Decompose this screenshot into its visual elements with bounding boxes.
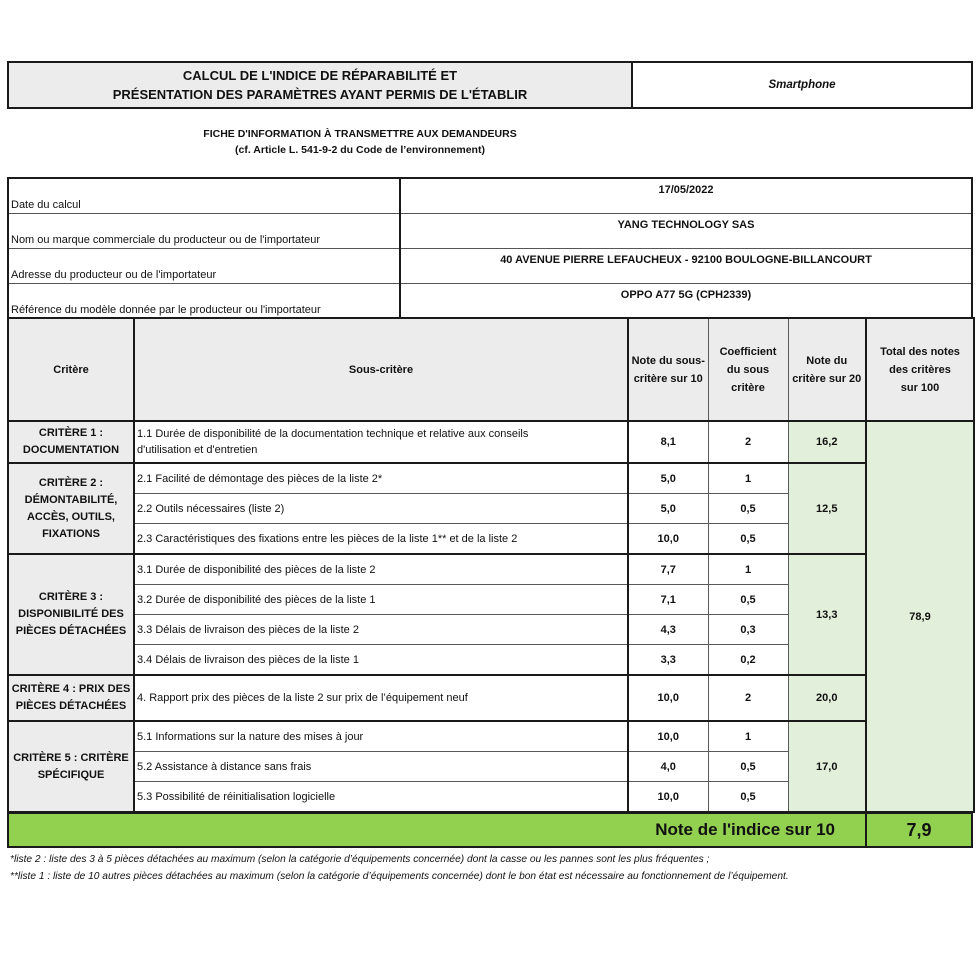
criterion-1 [8,421,134,463]
criterion-line: CRITÈRE 4 : PRIX DES [11,683,131,695]
info-row [8,178,972,214]
col-note10-line: critère sur 10 [633,372,703,385]
info-row [8,284,972,320]
sub-criterion-label: 3.3 Délais de livraison des pièces de la liste 2 [134,615,628,645]
coefficient: 0,5 [708,782,788,813]
col-coef-line: critère [731,381,765,394]
col-note20-line: critère sur 20 [792,372,862,385]
info-value: 40 AVENUE PIERRE LEFAUCHEUX - 92100 BOULOGNE-BILLANCOURT [400,249,972,284]
info-label: Date du calcul [8,178,400,214]
note-sur-10: 10,0 [628,721,708,752]
criterion-4 [8,675,134,721]
criterion-line: DOCUMENTATION [22,444,120,456]
note-sur-20: 16,2 [788,421,866,463]
col-note10 [628,318,708,421]
info-value: YANG TECHNOLOGY SAS [400,214,972,249]
document-header [7,61,973,109]
col-note10-line: Note du sous- [631,354,705,367]
fiche-line-2: (cf. Article L. 541-9-2 du Code de l’environnement) [235,144,485,156]
criterion-line: CRITÈRE 2 : [38,476,104,489]
col-coef [708,318,788,421]
col-coef-line: Coefficient [719,345,777,358]
footnote-liste-2: *liste 2 : liste des 3 à 5 pièces détachées au maximum (selon la catégorie d’équipements concernée) dont la casse ou les pannes sont les plus fréquentes ; [10,854,710,865]
criterion-line: PIÈCES DÉTACHÉES [15,625,127,637]
criterion-line: DÉMONTABILITÉ, [24,493,118,506]
note-sur-10: 7,7 [628,554,708,585]
info-label: Nom ou marque commerciale du producteur ou de l'importateur [8,214,400,249]
info-value: OPPO A77 5G (CPH2339) [400,284,972,320]
note-sur-10: 7,1 [628,585,708,615]
title-line-2: PRÉSENTATION DES PARAMÈTRES AYANT PERMIS DE L'ÉTABLIR [112,87,528,102]
note-sur-10: 10,0 [628,782,708,813]
criterion-line: CRITÈRE 3 : [38,591,104,603]
note-sur-10: 4,3 [628,615,708,645]
note-sur-10: 3,3 [628,645,708,676]
final-score-bar [7,812,973,848]
info-row [8,214,972,249]
col-total-line: Total des notes [880,345,960,358]
note-sur-10: 10,0 [628,675,708,721]
coefficient: 0,5 [708,585,788,615]
sub-criterion-label: 2.3 Caractéristiques des fixations entre les pièces de la liste 1** et de la liste 2 [134,524,628,555]
table-row [8,721,974,752]
info-label: Référence du modèle donnée par le producteur ou l'importateur [8,284,400,320]
criterion-line: CRITÈRE 5 : CRITÈRE [13,751,129,764]
criterion-line: DISPONIBILITÉ DES [18,608,124,620]
sub-criterion-label: 5.1 Informations sur la nature des mises à jour [134,721,628,752]
criterion-line: ACCÈS, OUTILS, [26,510,115,523]
info-table [7,177,973,320]
coefficient: 2 [708,675,788,721]
criterion-5 [8,721,134,812]
info-row [8,249,972,284]
sub-criterion-label: 5.3 Possibilité de réinitialisation logicielle [134,782,628,813]
coefficient: 0,5 [708,494,788,524]
sub-criterion-label: 2.2 Outils nécessaires (liste 2) [134,494,628,524]
title-line-1: CALCUL DE L'INDICE DE RÉPARABILITÉ ET [182,68,458,83]
note-sur-10: 4,0 [628,752,708,782]
note-sur-10: 5,0 [628,494,708,524]
note-sur-10: 5,0 [628,463,708,494]
note-sur-20: 20,0 [788,675,866,721]
col-total-line: des critères [889,363,951,376]
coefficient: 1 [708,721,788,752]
note-sur-10: 10,0 [628,524,708,555]
col-total [866,318,974,421]
coefficient: 0,5 [708,524,788,555]
info-value: 17/05/2022 [658,184,714,196]
coefficient: 1 [708,463,788,494]
coefficient: 2 [708,421,788,463]
footnotes [10,851,789,885]
sub-criterion-label [134,421,628,463]
total-sur-100: 78,9 [866,421,974,812]
note-sur-20: 17,0 [788,721,866,812]
col-coef-line: du sous [726,363,770,376]
coefficient: 0,2 [708,645,788,676]
criterion-2 [8,463,134,554]
note-sur-20: 12,5 [788,463,866,554]
col-note20 [788,318,866,421]
sub-criterion-label: 4. Rapport prix des pièces de la liste 2 sur prix de l’équipement neuf [134,675,628,721]
table-row [8,421,974,463]
criterion-line: FIXATIONS [42,527,100,540]
fiche-line-1: FICHE D'INFORMATION À TRANSMETTRE AUX DEMANDEURS [203,128,517,140]
coefficient: 0,5 [708,752,788,782]
sub-criterion-label: 2.1 Facilité de démontage des pièces de la liste 2* [134,463,628,494]
criterion-line: CRITÈRE 1 : [38,427,104,439]
document-title [9,63,633,107]
table-row [8,675,974,721]
sub-criterion-label: 3.4 Délais de livraison des pièces de la liste 1 [134,645,628,676]
col-critere: Critère [8,318,134,421]
coefficient: 1 [708,554,788,585]
col-sous-critere: Sous-critère [134,318,628,421]
note-sur-20: 13,3 [788,554,866,675]
final-score-label: Note de l'indice sur 10 [9,814,867,846]
fiche-subtitle [0,126,720,158]
table-row [8,463,974,494]
criterion-line: SPÉCIFIQUE [37,768,105,781]
score-table [7,317,975,813]
sub-criterion-line: d'utilisation et d'entretien [137,444,258,456]
sub-criterion-label: 3.2 Durée de disponibilité des pièces de la liste 1 [134,585,628,615]
final-score-value: 7,9 [906,820,932,840]
coefficient: 0,3 [708,615,788,645]
footnote-liste-1: **liste 1 : liste de 10 autres pièces détachées au maximum (selon la catégorie d’équipements concernée) dont le bon état est nécessaire au fonctionnement de l’équipement. [10,871,789,882]
info-label: Adresse du producteur ou de l'importateur [8,249,400,284]
col-note20-line: Note du [806,354,848,367]
col-total-line: sur 100 [900,381,940,394]
sub-criterion-line: 1.1 Durée de disponibilité de la documentation technique et relative aux conseils [137,428,529,440]
product-category: Smartphone [768,79,836,91]
sub-criterion-label: 5.2 Assistance à distance sans frais [134,752,628,782]
table-header-row [8,318,974,421]
table-row [8,554,974,585]
sub-criterion-label: 3.1 Durée de disponibilité des pièces de la liste 2 [134,554,628,585]
criterion-line: PIÈCES DÉTACHÉES [15,700,127,712]
criterion-3 [8,554,134,675]
note-sur-10: 8,1 [628,421,708,463]
